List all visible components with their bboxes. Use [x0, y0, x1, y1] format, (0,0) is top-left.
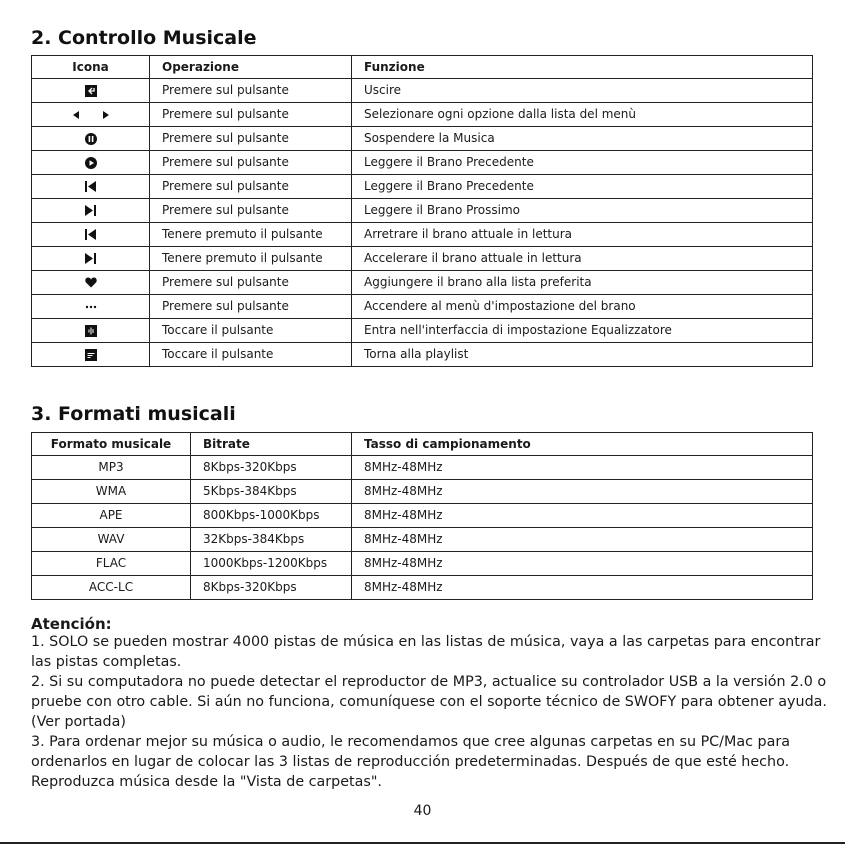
table-row: [32, 343, 813, 367]
table-row: [32, 271, 813, 295]
sampling-cell: 8MHz-48MHz: [352, 480, 813, 504]
attention-title: Atención:: [31, 615, 112, 633]
next-track-icon: [85, 205, 96, 216]
sampling-cell: 8MHz-48MHz: [352, 552, 813, 576]
format-cell: APE: [32, 504, 191, 528]
bottom-rule: [0, 842, 845, 844]
header-operation: Operazione: [150, 56, 352, 79]
icon-cell: [32, 175, 150, 199]
bitrate-cell: 5Kbps-384Kbps: [191, 480, 352, 504]
function-cell: Aggiungere il brano alla lista preferita: [352, 271, 813, 295]
operation-cell: Toccare il pulsante: [150, 343, 352, 367]
function-cell: Accelerare il brano attuale in lettura: [352, 247, 813, 271]
table-row: [32, 175, 813, 199]
bitrate-cell: 32Kbps-384Kbps: [191, 528, 352, 552]
attention-notes: [31, 632, 831, 792]
icon-cell: [32, 343, 150, 367]
previous-track-icon: [85, 229, 96, 240]
operation-cell: Premere sul pulsante: [150, 127, 352, 151]
function-cell: Leggere il Brano Precedente: [352, 151, 813, 175]
table-row: [32, 295, 813, 319]
icon-cell: [32, 151, 150, 175]
header-bitrate: Bitrate: [191, 433, 352, 456]
bitrate-cell: 8Kbps-320Kbps: [191, 576, 352, 600]
header-function: Funzione: [352, 56, 813, 79]
format-cell: ACC-LC: [32, 576, 191, 600]
operation-cell: Premere sul pulsante: [150, 79, 352, 103]
format-cell: FLAC: [32, 552, 191, 576]
table-row: [32, 552, 813, 576]
operation-cell: Premere sul pulsante: [150, 271, 352, 295]
icon-cell: [32, 103, 150, 127]
sampling-cell: 8MHz-48MHz: [352, 528, 813, 552]
bitrate-cell: 800Kbps-1000Kbps: [191, 504, 352, 528]
operation-cell: Tenere premuto il pulsante: [150, 247, 352, 271]
table-row: [32, 199, 813, 223]
format-cell: WAV: [32, 528, 191, 552]
attention-note-2: 2. Si su computadora no puede detectar el reproductor de MP3, actualice su controlador USB a la versión 2.0 o pruebe con otro cable. Si aún no funciona, comuníquese con el soporte técnico de SWOFY para obtener ayuda. (Ver portada): [31, 674, 827, 730]
operation-cell: Premere sul pulsante: [150, 151, 352, 175]
function-cell: Entra nell'interfaccia di impostazione Equalizzatore: [352, 319, 813, 343]
next-track-icon: [85, 253, 96, 264]
music-control-table: [31, 55, 813, 367]
equalizer-icon: [85, 325, 97, 337]
table-row: [32, 528, 813, 552]
operation-cell: Premere sul pulsante: [150, 199, 352, 223]
more-dots-icon: [85, 305, 97, 309]
table-row: [32, 456, 813, 480]
icon-cell: [32, 223, 150, 247]
table-row: [32, 151, 813, 175]
function-cell: Leggere il Brano Prossimo: [352, 199, 813, 223]
header-format: Formato musicale: [32, 433, 191, 456]
bitrate-cell: 1000Kbps-1200Kbps: [191, 552, 352, 576]
table-row: [32, 319, 813, 343]
sampling-cell: 8MHz-48MHz: [352, 576, 813, 600]
table-row: [32, 79, 813, 103]
attention-note-1: 1. SOLO se pueden mostrar 4000 pistas de música en las listas de música, vaya a las carpetas para encontrar las pistas completas.: [31, 634, 821, 670]
function-cell: Selezionare ogni opzione dalla lista del menù: [352, 103, 813, 127]
section-title-music-formats: 3. Formati musicali: [31, 403, 236, 425]
heart-icon: [85, 277, 97, 288]
icon-cell: [32, 295, 150, 319]
operation-cell: Tenere premuto il pulsante: [150, 223, 352, 247]
operation-cell: Toccare il pulsante: [150, 319, 352, 343]
table-row: [32, 223, 813, 247]
table-row: [32, 127, 813, 151]
table-row: [32, 247, 813, 271]
icon-cell: [32, 271, 150, 295]
operation-cell: Premere sul pulsante: [150, 295, 352, 319]
function-cell: Arretrare il brano attuale in lettura: [352, 223, 813, 247]
function-cell: Sospendere la Musica: [352, 127, 813, 151]
sampling-cell: 8MHz-48MHz: [352, 456, 813, 480]
attention-note-3: 3. Para ordenar mejor su música o audio, le recomendamos que cree algunas carpetas en su PC/Mac para ordenarlos en lugar de colocar las 3 listas de reproducción predeterminadas. Después de que esté hecho. Reproduzca música desde la "Vista de carpetas".: [31, 734, 790, 790]
sampling-cell: 8MHz-48MHz: [352, 504, 813, 528]
function-cell: Uscire: [352, 79, 813, 103]
icon-cell: [32, 199, 150, 223]
pause-icon: [85, 133, 97, 145]
playlist-icon: [85, 349, 97, 361]
icon-cell: [32, 79, 150, 103]
operation-cell: Premere sul pulsante: [150, 175, 352, 199]
table-row: [32, 504, 813, 528]
table-row: [32, 103, 813, 127]
format-cell: WMA: [32, 480, 191, 504]
format-cell: MP3: [32, 456, 191, 480]
table-row: [32, 576, 813, 600]
function-cell: Accendere al menù d'impostazione del brano: [352, 295, 813, 319]
table-row: [32, 480, 813, 504]
icon-cell: [32, 319, 150, 343]
table-header-row: [32, 56, 813, 79]
bitrate-cell: 8Kbps-320Kbps: [191, 456, 352, 480]
table-header-row: [32, 433, 813, 456]
function-cell: Torna alla playlist: [352, 343, 813, 367]
music-formats-table: [31, 432, 813, 600]
play-icon: [85, 157, 97, 169]
left-right-arrows-icon: [71, 110, 111, 120]
icon-cell: [32, 127, 150, 151]
section-title-music-control: 2. Controllo Musicale: [31, 27, 257, 49]
page-number: 40: [413, 803, 432, 819]
header-icon: Icona: [32, 56, 150, 79]
icon-cell: [32, 247, 150, 271]
header-sampling-rate: Tasso di campionamento: [352, 433, 813, 456]
exit-icon: [85, 85, 97, 97]
operation-cell: Premere sul pulsante: [150, 103, 352, 127]
function-cell: Leggere il Brano Precedente: [352, 175, 813, 199]
previous-track-icon: [85, 181, 96, 192]
